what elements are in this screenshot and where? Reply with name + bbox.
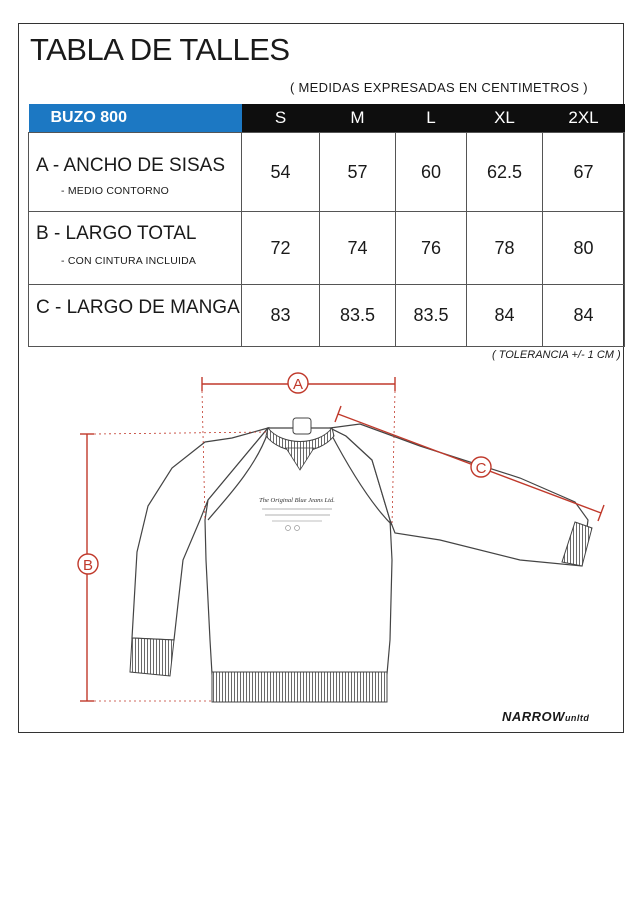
sweater-diagram (0, 360, 640, 720)
size-header-row (29, 104, 625, 133)
value-cell: 60 (396, 133, 467, 212)
value-cell: 62.5 (467, 133, 543, 212)
brand-logo (502, 709, 589, 724)
row-note: - MEDIO CONTORNO (61, 185, 170, 197)
value-cell: 54 (242, 133, 320, 212)
marker-a: A (292, 376, 304, 393)
value-cell: 84 (543, 285, 625, 347)
sweater-outline (132, 424, 588, 674)
row-label: A - ANCHO DE SISAS (36, 155, 225, 176)
table-row (29, 285, 625, 347)
row-label: B - LARGO TOTAL (36, 223, 197, 244)
value-cell: 83.5 (320, 285, 396, 347)
value-cell: 78 (467, 212, 543, 285)
row-label-cell (29, 212, 242, 285)
value-cell: 84 (467, 285, 543, 347)
table-row (29, 212, 625, 285)
chest-print-text: The Original Blue Jeans Ltd. (259, 497, 335, 504)
row-note: - CON CINTURA INCLUIDA (61, 255, 197, 267)
table-row (29, 133, 625, 212)
value-cell: 83.5 (396, 285, 467, 347)
size-header-xl: XL (467, 104, 543, 133)
size-header-m: M (320, 104, 396, 133)
value-cell: 80 (543, 212, 625, 285)
value-cell: 72 (242, 212, 320, 285)
size-header-l: L (396, 104, 467, 133)
size-header-s: S (242, 104, 320, 133)
value-cell: 74 (320, 212, 396, 285)
row-label: C - LARGO DE MANGA (36, 297, 240, 318)
left-cuff-rib (130, 638, 174, 676)
size-table (28, 104, 625, 347)
units-subtitle: ( MEDIDAS EXPRESADAS EN CENTIMETROS ) (290, 80, 588, 95)
waist-rib (212, 672, 387, 702)
brand-suffix: unltd (564, 713, 590, 723)
brand-main: NARROW (502, 709, 565, 724)
value-cell: 67 (543, 133, 625, 212)
neck-label (293, 418, 311, 434)
product-name: BUZO 800 (29, 104, 242, 133)
page-title: TABLA DE TALLES (30, 32, 290, 67)
row-label-cell (29, 285, 242, 347)
value-cell: 57 (320, 133, 396, 212)
row-label-cell (29, 133, 242, 212)
tolerance-note: ( TOLERANCIA +/- 1 CM ) (492, 349, 621, 361)
value-cell: 83 (242, 285, 320, 347)
size-header-2xl: 2XL (543, 104, 625, 133)
marker-b: B (82, 557, 94, 574)
value-cell: 76 (396, 212, 467, 285)
marker-c: C (475, 460, 487, 477)
